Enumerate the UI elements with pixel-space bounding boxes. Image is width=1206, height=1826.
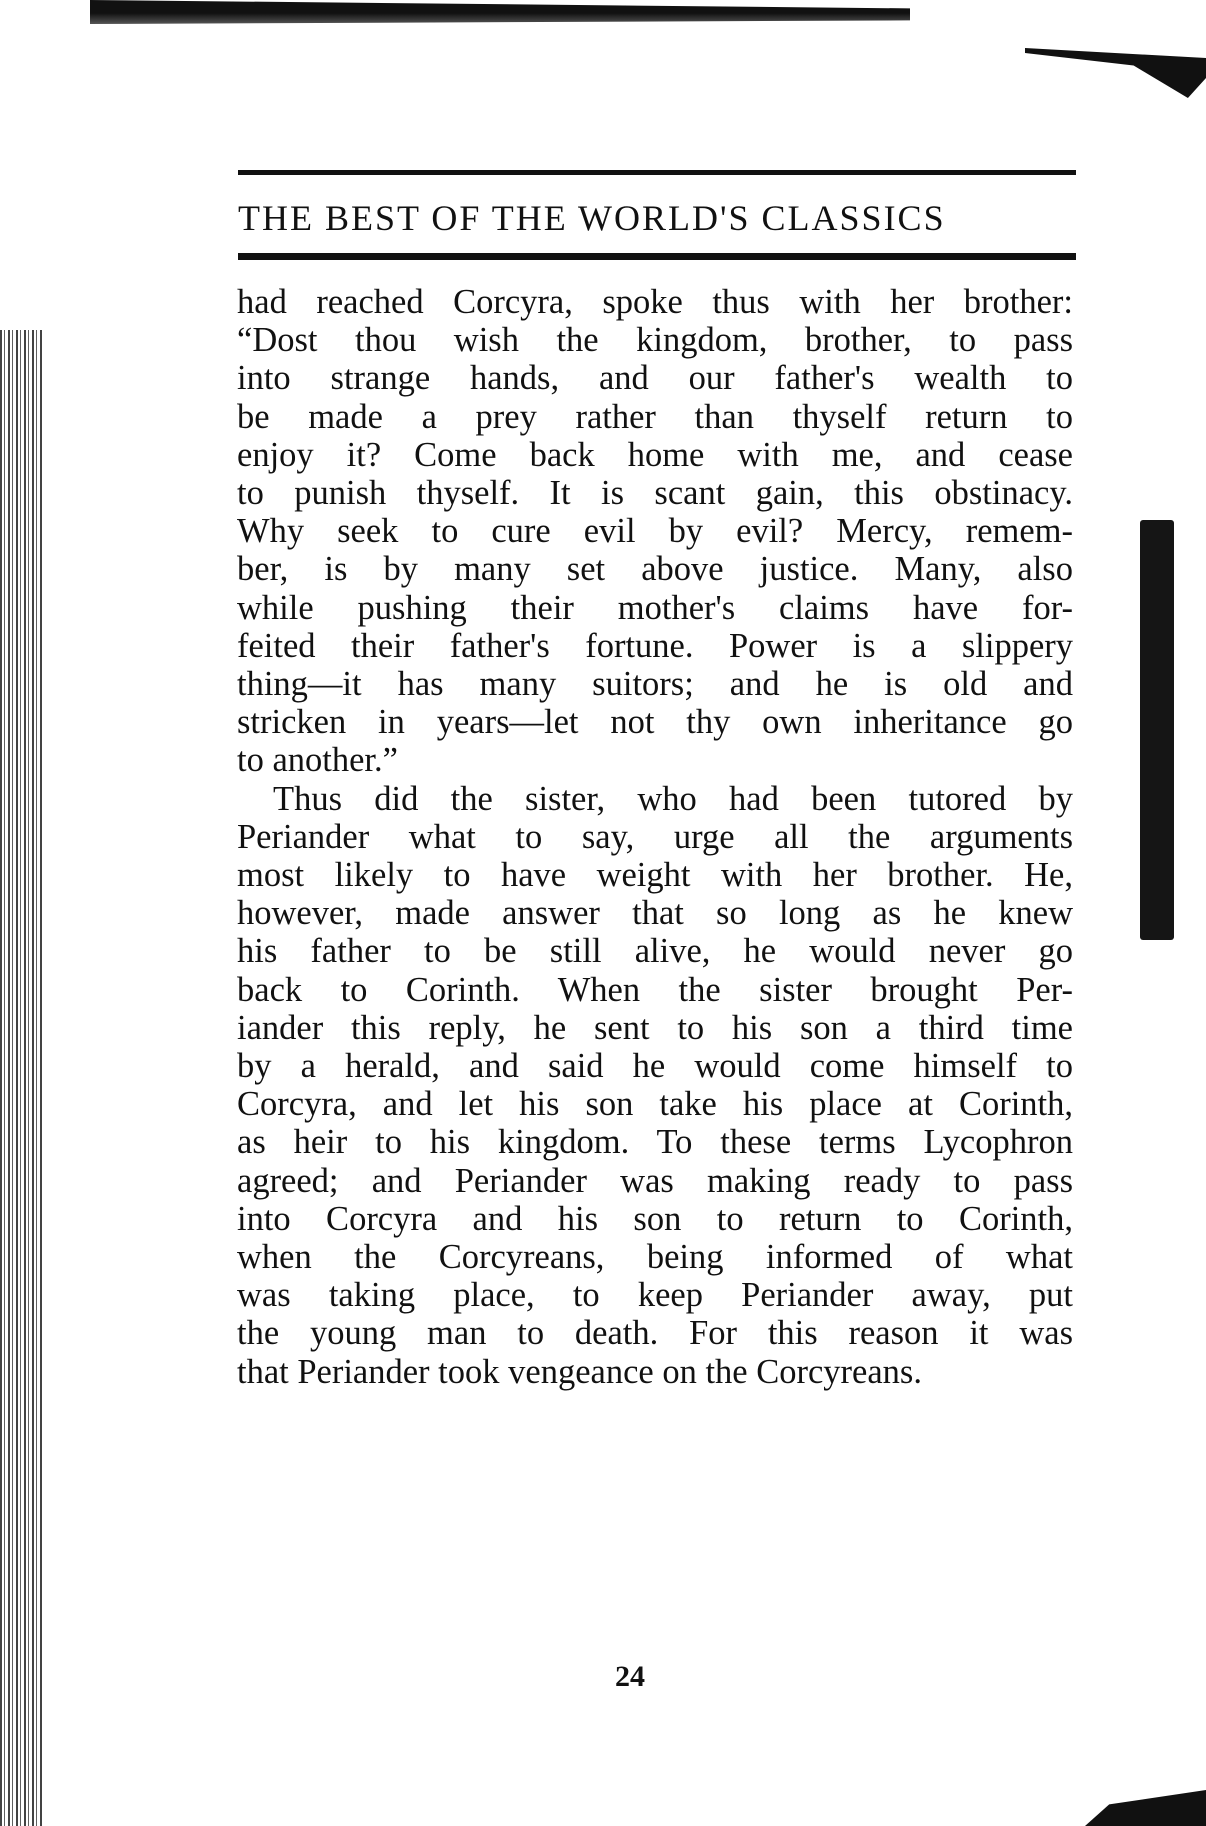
text-line: was taking place, to keep Periander away, put	[237, 1276, 1073, 1315]
text-line-paragraph-start: Thus did the sister, who had been tutored by	[273, 779, 1073, 818]
text-line: his father to be still alive, he would never go	[237, 932, 1073, 971]
text-line: into strange hands, and our father's wealth to	[237, 359, 1073, 398]
text-line: ber, is by many set above justice. Many, also	[237, 550, 1073, 589]
text-line: iander this reply, he sent to his son a third time	[237, 1008, 1073, 1047]
text-line: stricken in years—let not thy own inheritance go	[237, 703, 1073, 742]
scan-edge-right	[1140, 520, 1174, 940]
text-line-paragraph-end: that Periander took vengeance on the Corcyreans.	[237, 1352, 922, 1391]
text-line: be made a prey rather than thyself return to	[237, 397, 1073, 436]
scan-edge-top	[90, 0, 910, 24]
scan-edge-top-right	[1025, 48, 1206, 98]
text-line-paragraph-end: to another.”	[237, 741, 398, 780]
page-number: 24	[615, 1660, 645, 1693]
text-line: thing—it has many suitors; and he is old and	[237, 665, 1073, 704]
text-line: enjoy it? Come back home with me, and cease	[237, 435, 1073, 474]
text-line: most likely to have weight with her brother. He,	[237, 856, 1073, 895]
text-line: feited their father's fortune. Power is a slippery	[237, 626, 1073, 665]
scan-edge-left	[0, 330, 44, 1826]
text-line: agreed; and Periander was making ready to pass	[237, 1161, 1073, 1200]
body-text	[237, 283, 1073, 1391]
text-line: back to Corinth. When the sister brought Per-	[237, 970, 1073, 1009]
text-line: when the Corcyreans, being informed of what	[237, 1238, 1073, 1277]
header-rule-top	[238, 170, 1076, 175]
text-line: into Corcyra and his son to return to Corinth,	[237, 1199, 1073, 1238]
scan-edge-bottom-right	[1085, 1790, 1206, 1826]
text-line: had reached Corcyra, spoke thus with her brother:	[237, 283, 1073, 321]
text-line: by a herald, and said he would come himself to	[237, 1047, 1073, 1086]
text-line: however, made answer that so long as he knew	[237, 894, 1073, 933]
text-line: the young man to death. For this reason it was	[237, 1314, 1073, 1353]
text-line: Why seek to cure evil by evil? Mercy, remem-	[237, 512, 1073, 551]
text-line: “Dost thou wish the kingdom, brother, to pass	[237, 321, 1073, 360]
running-header: THE BEST OF THE WORLD'S CLASSICS	[238, 198, 946, 238]
text-line: while pushing their mother's claims have for-	[237, 588, 1073, 627]
header-rule-bottom	[238, 253, 1076, 260]
text-line: Periander what to say, urge all the arguments	[237, 817, 1073, 856]
text-line: as heir to his kingdom. To these terms Lycophron	[237, 1123, 1073, 1162]
text-line: to punish thyself. It is scant gain, this obstinacy.	[237, 474, 1073, 513]
text-line: Corcyra, and let his son take his place at Corinth,	[237, 1085, 1073, 1124]
